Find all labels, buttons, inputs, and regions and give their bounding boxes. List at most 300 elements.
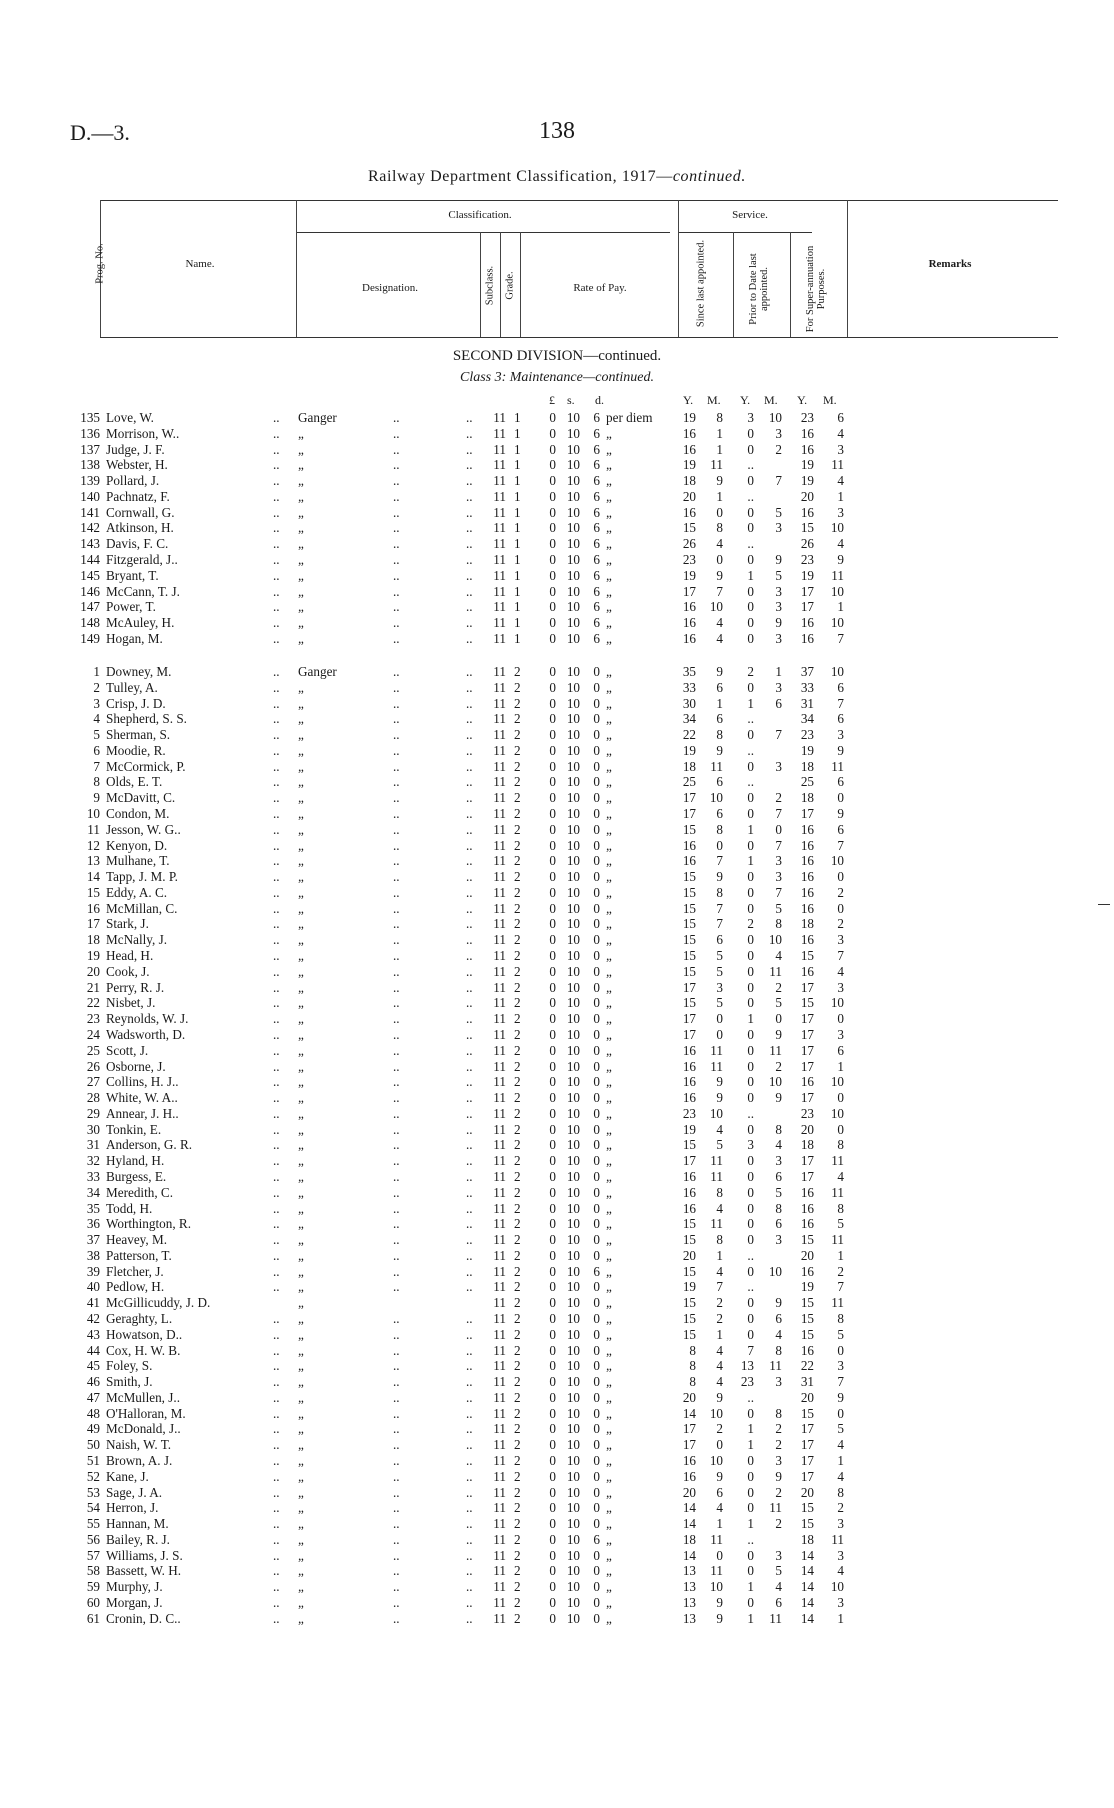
leader-dots: .. xyxy=(393,963,400,979)
col-divider xyxy=(790,232,791,337)
prog-no: 24 xyxy=(86,1026,100,1042)
document-reference: D.—3. xyxy=(70,120,130,145)
since-years: 17 xyxy=(682,1437,696,1453)
pay-period: „ xyxy=(606,1610,612,1626)
pay-pounds: 0 xyxy=(549,520,556,536)
prior-years: .. xyxy=(747,457,754,473)
grade: 2 xyxy=(514,1342,521,1358)
leader-dots: .. xyxy=(273,457,280,473)
pay-shillings: 10 xyxy=(566,1058,580,1074)
pay-pence: 0 xyxy=(593,1547,600,1563)
pay-pounds: 0 xyxy=(549,1279,556,1295)
prior-months: 9 xyxy=(775,1090,782,1106)
prior-years: 0 xyxy=(747,1484,754,1500)
prior-years: 0 xyxy=(747,837,754,853)
leader-dots: .. xyxy=(393,679,400,695)
prior-months: 11 xyxy=(769,1042,782,1058)
leader-dots: .. xyxy=(393,630,400,646)
prior-years: 3 xyxy=(747,410,754,425)
unit-years: Y. xyxy=(797,393,808,407)
leader-dots: .. xyxy=(393,711,400,727)
prior-months: 9 xyxy=(775,615,782,631)
employee-name: Worthington, R. xyxy=(106,1216,192,1232)
table-row xyxy=(0,964,1114,980)
pay-shillings: 10 xyxy=(566,520,580,536)
leader-dots: .. xyxy=(466,1279,473,1295)
pay-period: „ xyxy=(606,1279,612,1295)
pay-pounds: 0 xyxy=(549,774,556,790)
subclass: 11 xyxy=(493,1168,506,1184)
employee-name: Eddy, A. C. xyxy=(106,884,168,900)
since-years: 20 xyxy=(682,1484,696,1500)
prog-no: 60 xyxy=(86,1595,100,1611)
pay-period: „ xyxy=(606,1484,612,1500)
col-subclass: Subclass. xyxy=(484,265,496,306)
pay-period: „ xyxy=(606,1026,612,1042)
leader-dots: .. xyxy=(466,790,473,806)
employee-name: Brown, A. J. xyxy=(106,1453,173,1468)
designation: „ xyxy=(298,1200,304,1216)
subclass: 11 xyxy=(493,1437,506,1453)
table-row xyxy=(0,536,1114,552)
pay-shillings: 10 xyxy=(566,1516,580,1532)
subclass: 11 xyxy=(493,1453,506,1468)
prior-months: 5 xyxy=(775,1563,782,1579)
prior-years: 0 xyxy=(747,1042,754,1058)
super-months: 2 xyxy=(837,884,844,900)
prog-no: 46 xyxy=(86,1374,100,1390)
leader-dots: .. xyxy=(393,884,400,900)
super-years: 20 xyxy=(800,488,814,504)
designation: „ xyxy=(298,884,304,900)
prog-no: 33 xyxy=(86,1168,100,1184)
super-months: 9 xyxy=(837,1389,844,1405)
since-years: 15 xyxy=(682,520,696,536)
pay-pence: 6 xyxy=(593,1531,600,1547)
leader-dots: .. xyxy=(466,1263,473,1279)
pay-pence: 0 xyxy=(593,1184,600,1200)
prog-no: 4 xyxy=(93,711,100,727)
prior-years: 1 xyxy=(747,1610,754,1626)
employee-name: Kane, J. xyxy=(106,1468,149,1484)
prog-no: 143 xyxy=(80,536,100,552)
prior-years: 0 xyxy=(747,806,754,822)
pay-pounds: 0 xyxy=(549,1058,556,1074)
subclass: 11 xyxy=(493,742,506,758)
pay-pounds: 0 xyxy=(549,457,556,473)
prog-no: 147 xyxy=(80,599,100,615)
prog-no: 8 xyxy=(93,774,100,790)
leader-dots: .. xyxy=(466,1200,473,1216)
pay-shillings: 10 xyxy=(566,1374,580,1390)
super-months: 8 xyxy=(837,1484,844,1500)
leader-dots: .. xyxy=(273,1105,280,1121)
col-divider xyxy=(500,232,501,337)
pay-period: „ xyxy=(606,520,612,536)
prog-no: 23 xyxy=(86,1011,100,1027)
prog-no: 36 xyxy=(86,1216,100,1232)
leader-dots: .. xyxy=(393,995,400,1011)
super-years: 17 xyxy=(800,1042,814,1058)
pay-period: „ xyxy=(606,1074,612,1090)
subclass: 11 xyxy=(493,520,506,536)
leader-dots: .. xyxy=(393,1184,400,1200)
leader-dots: .. xyxy=(273,1374,280,1390)
super-months: 10 xyxy=(830,995,844,1011)
pay-pence: 0 xyxy=(593,806,600,822)
grade: 2 xyxy=(514,1090,521,1106)
pay-pence: 0 xyxy=(593,837,600,853)
super-months: 6 xyxy=(837,410,844,425)
designation: „ xyxy=(298,774,304,790)
subclass: 11 xyxy=(493,679,506,695)
prior-years: 0 xyxy=(747,790,754,806)
pay-pence: 0 xyxy=(593,1484,600,1500)
pay-period: „ xyxy=(606,1437,612,1453)
pay-period: „ xyxy=(606,457,612,473)
pay-period: „ xyxy=(606,742,612,758)
designation: „ xyxy=(298,806,304,822)
pay-pence: 0 xyxy=(593,679,600,695)
super-years: 15 xyxy=(800,948,814,964)
super-years: 31 xyxy=(800,1374,814,1390)
prog-no: 16 xyxy=(86,900,100,916)
leader-dots: .. xyxy=(393,1105,400,1121)
leader-dots: .. xyxy=(273,1058,280,1074)
prior-years: 0 xyxy=(747,1468,754,1484)
subclass: 11 xyxy=(493,948,506,964)
super-years: 18 xyxy=(800,758,814,774)
table-row xyxy=(0,1358,1114,1374)
pay-period: „ xyxy=(606,995,612,1011)
leader-dots: .. xyxy=(273,790,280,806)
pay-pence: 0 xyxy=(593,758,600,774)
leader-dots: .. xyxy=(466,1610,473,1626)
designation: „ xyxy=(298,1153,304,1169)
prior-months: 3 xyxy=(775,1547,782,1563)
super-years: 23 xyxy=(800,727,814,743)
designation: „ xyxy=(298,1421,304,1437)
grade: 1 xyxy=(514,536,521,552)
pay-pounds: 0 xyxy=(549,1137,556,1153)
prior-years: 0 xyxy=(747,583,754,599)
since-months: 0 xyxy=(716,504,723,520)
leader-dots: .. xyxy=(393,948,400,964)
pay-period: „ xyxy=(606,1326,612,1342)
since-years: 16 xyxy=(682,1468,696,1484)
grade: 2 xyxy=(514,1484,521,1500)
employee-name: Power, T. xyxy=(106,599,156,615)
pay-pence: 6 xyxy=(593,473,600,489)
unit-pounds: £ xyxy=(549,393,555,407)
leader-dots: .. xyxy=(273,1484,280,1500)
designation: „ xyxy=(298,1295,304,1311)
pay-shillings: 10 xyxy=(566,504,580,520)
leader-dots: .. xyxy=(466,1563,473,1579)
since-months: 5 xyxy=(716,963,723,979)
prior-years: 0 xyxy=(747,1563,754,1579)
pay-pence: 0 xyxy=(593,1342,600,1358)
super-months: 7 xyxy=(837,1279,844,1295)
prior-years: .. xyxy=(747,488,754,504)
leader-dots: .. xyxy=(466,1389,473,1405)
grade: 1 xyxy=(514,520,521,536)
table-row xyxy=(0,774,1114,790)
leader-dots: .. xyxy=(273,599,280,615)
super-years: 16 xyxy=(800,441,814,457)
leader-dots: .. xyxy=(466,1090,473,1106)
since-months: 10 xyxy=(709,1453,723,1468)
col-divider xyxy=(847,200,848,337)
leader-dots: .. xyxy=(466,1437,473,1453)
prog-no: 55 xyxy=(86,1516,100,1532)
table-row xyxy=(0,1295,1114,1311)
leader-dots: .. xyxy=(393,1610,400,1626)
prior-years: 0 xyxy=(747,1026,754,1042)
since-years: 15 xyxy=(682,948,696,964)
employee-name: McGillicuddy, J. D. xyxy=(106,1295,211,1311)
designation: „ xyxy=(298,1263,304,1279)
pay-shillings: 10 xyxy=(566,963,580,979)
leader-dots: .. xyxy=(393,869,400,885)
leader-dots: .. xyxy=(466,457,473,473)
employee-name: Foley, S. xyxy=(106,1358,153,1374)
grade: 2 xyxy=(514,1610,521,1626)
since-months: 10 xyxy=(709,599,723,615)
leader-dots: .. xyxy=(273,536,280,552)
designation: „ xyxy=(298,963,304,979)
pay-pounds: 0 xyxy=(549,869,556,885)
super-years: 15 xyxy=(800,1500,814,1516)
leader-dots: .. xyxy=(466,932,473,948)
since-years: 14 xyxy=(682,1547,696,1563)
pay-pounds: 0 xyxy=(549,1547,556,1563)
pay-period: „ xyxy=(606,853,612,869)
super-months: 4 xyxy=(837,473,844,489)
leader-dots: .. xyxy=(466,1484,473,1500)
table-row xyxy=(0,505,1114,521)
leader-dots: .. xyxy=(466,410,473,425)
subclass: 11 xyxy=(493,1153,506,1169)
prog-no: 31 xyxy=(86,1137,100,1153)
pay-shillings: 10 xyxy=(566,916,580,932)
pay-period: „ xyxy=(606,1516,612,1532)
pay-pence: 6 xyxy=(593,441,600,457)
since-years: 19 xyxy=(682,457,696,473)
super-months: 1 xyxy=(837,1610,844,1626)
leader-dots: .. xyxy=(393,758,400,774)
prior-years: 0 xyxy=(747,900,754,916)
prog-no: 30 xyxy=(86,1121,100,1137)
leader-dots: .. xyxy=(393,1595,400,1611)
super-months: 11 xyxy=(831,1232,844,1248)
leader-dots: .. xyxy=(466,963,473,979)
prog-no: 10 xyxy=(86,806,100,822)
pay-shillings: 10 xyxy=(566,1389,580,1405)
pay-shillings: 10 xyxy=(566,457,580,473)
pay-period: „ xyxy=(606,1531,612,1547)
since-months: 7 xyxy=(716,583,723,599)
pay-pounds: 0 xyxy=(549,806,556,822)
since-months: 9 xyxy=(716,1610,723,1626)
leader-dots: .. xyxy=(393,1547,400,1563)
leader-dots: .. xyxy=(273,679,280,695)
pay-pence: 6 xyxy=(593,410,600,425)
leader-dots: .. xyxy=(273,1168,280,1184)
super-years: 19 xyxy=(800,457,814,473)
since-months: 0 xyxy=(716,1026,723,1042)
pay-pence: 0 xyxy=(593,1295,600,1311)
prior-months: 7 xyxy=(775,884,782,900)
col-rate-of-pay: Rate of Pay. xyxy=(573,282,627,294)
pay-period: „ xyxy=(606,1342,612,1358)
table-row xyxy=(0,664,1114,680)
subclass: 11 xyxy=(493,932,506,948)
subclass: 11 xyxy=(493,727,506,743)
pay-shillings: 10 xyxy=(566,1026,580,1042)
grade: 2 xyxy=(514,742,521,758)
subclass: 11 xyxy=(493,1011,506,1027)
leader-dots: .. xyxy=(393,664,400,679)
pay-pence: 0 xyxy=(593,1421,600,1437)
super-years: 20 xyxy=(800,1247,814,1263)
employee-name: Annear, J. H.. xyxy=(106,1105,179,1121)
prior-years: 0 xyxy=(747,1310,754,1326)
subclass: 11 xyxy=(493,536,506,552)
pay-pence: 0 xyxy=(593,1437,600,1453)
super-years: 16 xyxy=(800,504,814,520)
grade: 2 xyxy=(514,1121,521,1137)
leader-dots: .. xyxy=(466,695,473,711)
since-years: 16 xyxy=(682,504,696,520)
super-months: 10 xyxy=(830,520,844,536)
since-years: 16 xyxy=(682,1453,696,1468)
leader-dots: .. xyxy=(466,1232,473,1248)
leader-dots: .. xyxy=(273,1437,280,1453)
since-years: 16 xyxy=(682,1184,696,1200)
leader-dots: .. xyxy=(273,1326,280,1342)
designation: „ xyxy=(298,552,304,568)
designation: „ xyxy=(298,679,304,695)
prior-months: 7 xyxy=(775,806,782,822)
leader-dots: .. xyxy=(273,1563,280,1579)
prior-years: 0 xyxy=(747,995,754,1011)
employee-name: Kenyon, D. xyxy=(106,837,168,853)
pay-pounds: 0 xyxy=(549,1232,556,1248)
leader-dots: .. xyxy=(273,1421,280,1437)
pay-pence: 0 xyxy=(593,1610,600,1626)
designation: „ xyxy=(298,520,304,536)
designation: „ xyxy=(298,1374,304,1390)
leader-dots: .. xyxy=(393,1279,400,1295)
leader-dots: .. xyxy=(466,441,473,457)
since-years: 17 xyxy=(682,583,696,599)
employee-name: Cronin, D. C.. xyxy=(106,1610,181,1626)
pay-pounds: 0 xyxy=(549,1074,556,1090)
grade: 2 xyxy=(514,695,521,711)
leader-dots: .. xyxy=(466,727,473,743)
super-years: 15 xyxy=(800,1326,814,1342)
header-bottom-rule xyxy=(100,337,1058,338)
employee-name: Cornwall, G. xyxy=(106,504,175,520)
designation: „ xyxy=(298,488,304,504)
prior-months: 10 xyxy=(768,410,782,425)
table-row xyxy=(0,457,1114,473)
super-months: 4 xyxy=(837,963,844,979)
grade: 2 xyxy=(514,1263,521,1279)
pay-pence: 0 xyxy=(593,995,600,1011)
leader-dots: .. xyxy=(393,410,400,425)
leader-dots: .. xyxy=(393,1421,400,1437)
pay-period: „ xyxy=(606,790,612,806)
leader-dots: .. xyxy=(393,1168,400,1184)
table-row xyxy=(0,1343,1114,1359)
pay-pounds: 0 xyxy=(549,758,556,774)
grade: 2 xyxy=(514,1137,521,1153)
prior-months: 8 xyxy=(775,916,782,932)
subclass: 11 xyxy=(493,1137,506,1153)
pay-shillings: 10 xyxy=(566,1137,580,1153)
leader-dots: .. xyxy=(466,1042,473,1058)
leader-dots: .. xyxy=(466,1326,473,1342)
since-months: 6 xyxy=(716,679,723,695)
pay-shillings: 10 xyxy=(566,583,580,599)
subclass: 11 xyxy=(493,1595,506,1611)
col-grade: Grade. xyxy=(504,271,516,300)
subclass: 11 xyxy=(493,979,506,995)
prior-months: 3 xyxy=(775,1374,782,1390)
leader-dots: .. xyxy=(393,1026,400,1042)
since-years: 15 xyxy=(682,1232,696,1248)
leader-dots: .. xyxy=(393,916,400,932)
table-row xyxy=(0,822,1114,838)
leader-dots: .. xyxy=(393,457,400,473)
grade: 2 xyxy=(514,821,521,837)
since-months: 9 xyxy=(716,1074,723,1090)
pay-period: „ xyxy=(606,1105,612,1121)
pay-pence: 0 xyxy=(593,1468,600,1484)
pay-period: „ xyxy=(606,963,612,979)
leader-dots: .. xyxy=(393,488,400,504)
prog-no: 51 xyxy=(86,1453,100,1468)
leader-dots: .. xyxy=(466,615,473,631)
table-row xyxy=(0,1390,1114,1406)
leader-dots: .. xyxy=(393,806,400,822)
table-row xyxy=(0,1374,1114,1390)
unit-years: Y. xyxy=(740,393,751,407)
prog-no: 26 xyxy=(86,1058,100,1074)
since-years: 35 xyxy=(682,664,696,679)
prior-years: 23 xyxy=(740,1374,754,1390)
table-row xyxy=(0,1248,1114,1264)
pay-period: „ xyxy=(606,583,612,599)
since-years: 13 xyxy=(682,1579,696,1595)
pay-period: „ xyxy=(606,1500,612,1516)
pay-period: „ xyxy=(606,630,612,646)
table-row xyxy=(0,948,1114,964)
table-row xyxy=(0,599,1114,615)
since-years: 16 xyxy=(682,630,696,646)
pay-pounds: 0 xyxy=(549,1090,556,1106)
pay-pence: 0 xyxy=(593,1105,600,1121)
grade: 2 xyxy=(514,916,521,932)
since-months: 7 xyxy=(716,853,723,869)
pay-period: „ xyxy=(606,567,612,583)
super-months: 6 xyxy=(837,821,844,837)
employee-name: Smith, J. xyxy=(106,1374,153,1390)
pay-shillings: 10 xyxy=(566,1247,580,1263)
title-main: Railway Department Classification, 1917— xyxy=(368,168,673,185)
